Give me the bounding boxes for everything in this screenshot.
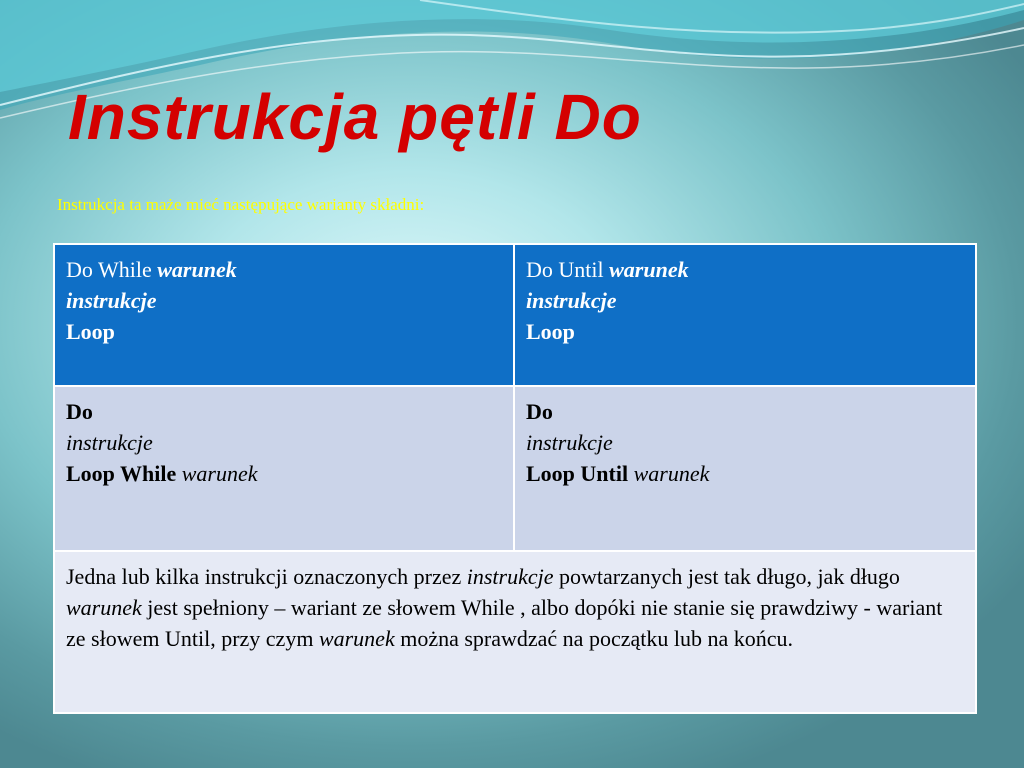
- param-text: instrukcje: [66, 430, 153, 455]
- cell-description: [54, 551, 976, 713]
- keyword-text: Loop While: [66, 461, 177, 486]
- cell-line: [66, 285, 502, 316]
- description-text: Jedna lub kilka instrukcji oznaczonych przez: [66, 564, 467, 589]
- cell-line: [66, 254, 502, 285]
- keyword-text: Loop: [526, 319, 575, 344]
- cell-line: [526, 458, 964, 489]
- cell-line: [66, 396, 502, 427]
- param-text: warunek: [609, 257, 689, 282]
- cell-line: [526, 316, 964, 347]
- description-text: powtarzanych jest tak długo, jak długo: [553, 564, 900, 589]
- param-text: warunek: [66, 595, 142, 620]
- cell-do-until-pre: [514, 244, 976, 386]
- slide-title: Instrukcja pętli Do: [68, 81, 642, 153]
- param-text: warunek: [318, 626, 395, 651]
- cell-do-while-pre: [54, 244, 514, 386]
- keyword-text: Do: [66, 399, 93, 424]
- keyword-text: Do: [526, 399, 553, 424]
- cell-line: [526, 254, 964, 285]
- table-row-description: [54, 551, 976, 713]
- param-text: warunek: [176, 461, 258, 486]
- cell-line: [66, 458, 502, 489]
- param-text: instrukcje: [526, 288, 617, 313]
- param-text: instrukcje: [66, 288, 157, 313]
- cell-line: [526, 396, 964, 427]
- param-text: instrukcje: [526, 430, 613, 455]
- param-text: warunek: [628, 461, 710, 486]
- cell-line: [66, 316, 502, 347]
- table-row-post: [54, 386, 976, 551]
- cell-do-loop-while: [54, 386, 514, 551]
- table-row-header: [54, 244, 976, 386]
- keyword-text: Do While: [66, 257, 158, 282]
- param-text: warunek: [157, 257, 237, 282]
- cell-line: [66, 427, 502, 458]
- cell-line: [526, 427, 964, 458]
- description-text: jest spełniony – wariant ze słowem While , albo dopóki nie stanie się prawdziwy - wariant ze słowem Until, przy czym: [66, 595, 943, 651]
- syntax-table: [53, 243, 977, 714]
- cell-line: [526, 285, 964, 316]
- description-text: można sprawdzać na początku lub na końcu.: [394, 626, 793, 651]
- keyword-text: Do Until: [526, 257, 610, 282]
- slide-subtitle: Instrukcja ta maże mieć następujące warianty składni:: [57, 195, 425, 214]
- param-text: instrukcje: [466, 564, 554, 589]
- keyword-text: Loop: [66, 319, 115, 344]
- cell-do-loop-until: [514, 386, 976, 551]
- keyword-text: Loop Until: [526, 461, 629, 486]
